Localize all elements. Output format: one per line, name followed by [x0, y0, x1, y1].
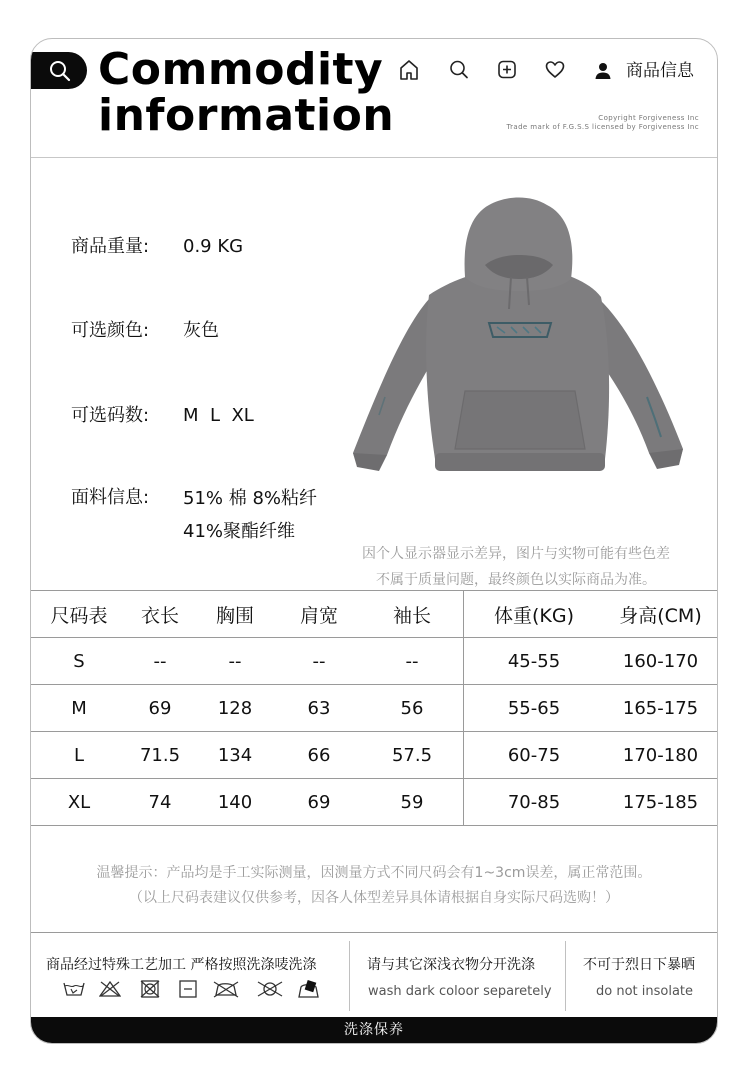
care-note-process: 商品经过特殊工艺加工 严格按照洗涤唛洗涤	[46, 957, 317, 973]
care-footer-bar: 洗涤保养	[31, 1017, 717, 1044]
tip-line-2: （以上尺码表建议仅供参考，因各人体型差异具体请根据自身实际尺码选购！）	[129, 890, 619, 906]
spec-fabric-label: 面料信息:	[71, 487, 150, 508]
header-cell: 尺码表	[31, 591, 127, 638]
table-cell: 71.5	[127, 732, 193, 779]
user-icon	[594, 62, 612, 80]
header-cell: 身高(CM)	[604, 591, 717, 638]
spec-fabric	[71, 486, 317, 548]
table-cell: 45-55	[464, 638, 605, 685]
table-cell: 134	[193, 732, 277, 779]
table-cell: 140	[193, 779, 277, 826]
nav-favorite[interactable]	[545, 59, 565, 83]
table-cell: --	[127, 638, 193, 685]
header-cell: 胸围	[193, 591, 277, 638]
nav-user-label: 商品信息	[626, 61, 694, 81]
copyright-line-2: Trade mark of F.G.S.S licensed by Forgiveness Inc	[506, 123, 699, 131]
nav-home[interactable]	[399, 59, 419, 83]
table-cell: 170-180	[604, 732, 717, 779]
table-cell: S	[31, 638, 127, 685]
measurement-tips	[31, 824, 717, 933]
table-cell: 74	[127, 779, 193, 826]
care-divider-1	[349, 941, 350, 1011]
table-row	[31, 638, 717, 685]
spec-fabric-line-2: 41%聚酯纤维	[183, 521, 296, 542]
care-note-separate-en: wash dark coloor separetely	[368, 984, 552, 999]
table-row	[31, 732, 717, 779]
hand-wash-icon	[63, 980, 85, 998]
no-iron-icon	[213, 980, 239, 998]
no-dry-clean-icon	[257, 980, 283, 998]
spec-sizes-value: M L XL	[183, 405, 254, 426]
spec-sizes	[71, 404, 254, 428]
table-cell: 56	[361, 685, 464, 732]
table-cell: 55-65	[464, 685, 605, 732]
nav-search[interactable]	[449, 59, 469, 83]
spec-fabric-line-1: 51% 棉 8%粘纤	[183, 488, 318, 509]
care-divider-2	[565, 941, 566, 1011]
search-icon	[49, 60, 71, 82]
search-icon	[449, 59, 469, 81]
size-table-header	[31, 591, 717, 638]
care-section	[31, 933, 717, 1017]
table-cell: 69	[127, 685, 193, 732]
table-cell: --	[277, 638, 361, 685]
spec-color-value: 灰色	[183, 320, 219, 341]
table-cell: L	[31, 732, 127, 779]
table-cell: --	[193, 638, 277, 685]
color-disclaimer-line-2: 不属于质量问题，最终颜色以实际商品为准。	[376, 572, 656, 588]
search-button[interactable]	[30, 52, 87, 89]
spec-fabric-value	[183, 482, 317, 548]
care-note-sun: 不可于烈日下暴晒	[583, 957, 695, 973]
table-row	[31, 779, 717, 826]
table-cell: 70-85	[464, 779, 605, 826]
table-cell: M	[31, 685, 127, 732]
add-box-icon	[497, 59, 517, 81]
tip-line-1: 温馨提示：产品均是手工实际测量，因测量方式不同尺码会有1~3cm误差，属正常范围。	[96, 865, 652, 881]
copyright-line-1: Copyright Forgiveness Inc	[598, 114, 699, 122]
header-cell: 肩宽	[277, 591, 361, 638]
nav-add[interactable]	[497, 59, 517, 83]
table-cell: 128	[193, 685, 277, 732]
table-cell: 175-185	[604, 779, 717, 826]
home-icon	[399, 59, 419, 81]
table-cell: 69	[277, 779, 361, 826]
line-dry-icon	[177, 980, 199, 998]
spec-weight-value: 0.9 KG	[183, 236, 244, 257]
heart-icon	[545, 59, 565, 81]
table-cell: --	[361, 638, 464, 685]
title-line-1: Commodity	[98, 44, 384, 95]
header	[31, 39, 717, 158]
page-title	[98, 44, 395, 141]
product-hoodie-image	[349, 187, 689, 487]
product-info-card	[30, 38, 718, 1044]
table-cell: 60-75	[464, 732, 605, 779]
table-cell: 57.5	[361, 732, 464, 779]
spec-sizes-label: 可选码数:	[71, 405, 150, 426]
header-cell: 袖长	[361, 591, 464, 638]
spec-color	[71, 319, 219, 343]
iron-icon	[297, 980, 321, 1000]
color-disclaimer-line-1: 因个人显示器显示差异，图片与实物可能有些色差	[362, 546, 670, 562]
header-cell: 体重(KG)	[464, 591, 605, 638]
title-line-2: information	[98, 90, 395, 141]
spec-weight	[71, 235, 243, 259]
table-cell: XL	[31, 779, 127, 826]
spec-color-label: 可选颜色:	[71, 320, 150, 341]
table-cell: 66	[277, 732, 361, 779]
care-note-separate: 请与其它深浅衣物分开洗涤	[367, 957, 535, 973]
table-row	[31, 685, 717, 732]
table-cell: 160-170	[604, 638, 717, 685]
spec-weight-label: 商品重量:	[71, 236, 150, 257]
no-bleach-icon	[99, 980, 121, 998]
size-table	[31, 591, 717, 826]
header-cell: 衣长	[127, 591, 193, 638]
table-cell: 165-175	[604, 685, 717, 732]
table-cell: 63	[277, 685, 361, 732]
no-tumble-dry-icon	[139, 980, 161, 998]
specs-section	[31, 157, 717, 591]
table-cell: 59	[361, 779, 464, 826]
care-note-sun-en: do not insolate	[596, 984, 694, 999]
